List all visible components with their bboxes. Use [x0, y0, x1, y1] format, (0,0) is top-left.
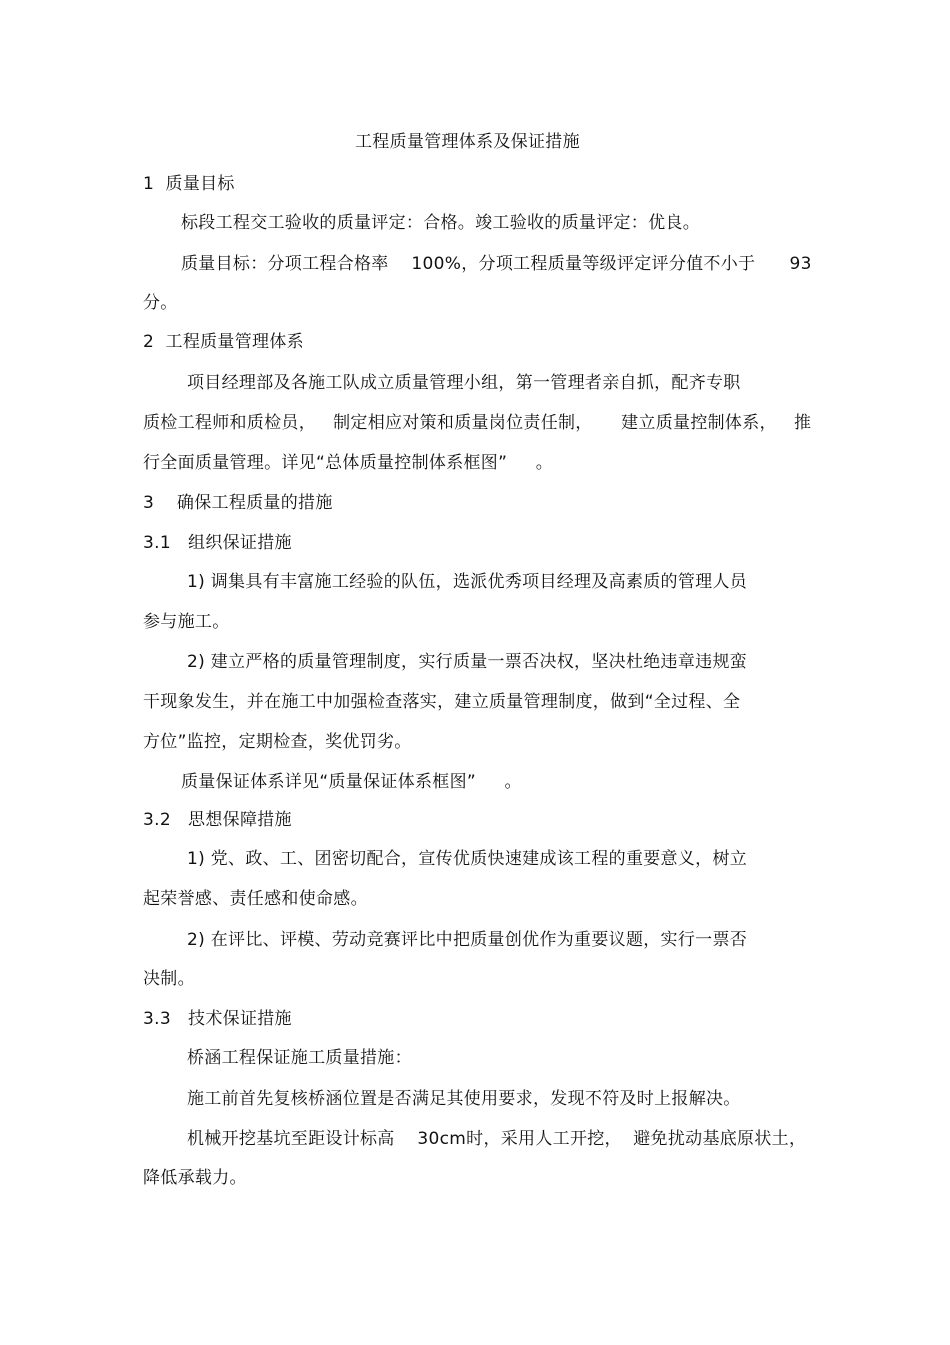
paragraph-line: 质量保证体系详见“质量保证体系框图” 。: [181, 772, 522, 792]
heading-3-1: 3.1 组织保证措施: [143, 533, 292, 553]
paragraph-line: 分。: [143, 293, 178, 313]
paragraph-line: 2) 建立严格的质量管理制度，实行质量一票否决权，坚决杜绝违章违规蛮: [187, 652, 748, 672]
heading-1: 1 质量目标: [143, 174, 235, 194]
paragraph-line: 决制。: [143, 969, 195, 989]
heading-3-3: 3.3 技术保证措施: [143, 1009, 292, 1029]
paragraph-line: 干现象发生，并在施工中加强检查落实，建立质量管理制度，做到“全过程、全: [143, 692, 741, 712]
paragraph-line: 标段工程交工验收的质量评定：合格。竣工验收的质量评定：优良。: [181, 213, 700, 233]
paragraph-line: 1) 党、政、工、团密切配合，宣传优质快速建成该工程的重要意义，树立: [187, 849, 748, 869]
paragraph-line: 桥涵工程保证施工质量措施：: [187, 1048, 412, 1068]
paragraph-line: 方位”监控，定期检查，奖优罚劣。: [143, 732, 412, 752]
heading-3-2: 3.2 思想保障措施: [143, 810, 292, 830]
paragraph-line: 行全面质量管理。详见“总体质量控制体系框图” 。: [143, 453, 554, 473]
document-title: 工程质量管理体系及保证措施: [355, 132, 580, 152]
paragraph-line: 1) 调集具有丰富施工经验的队伍，选派优秀项目经理及高素质的管理人员: [187, 572, 748, 592]
paragraph-line: 起荣誉感、责任感和使命感。: [143, 889, 368, 909]
paragraph-line: 质量目标：分项工程合格率 100%，分项工程质量等级评定评分值不小于 93: [181, 254, 812, 274]
paragraph-line: 参与施工。: [143, 612, 230, 632]
heading-3: 3 确保工程质量的措施: [143, 493, 333, 513]
paragraph-line: 机械开挖基坑至距设计标高 30cm时，采用人工开挖， 避免扰动基底原状土，: [187, 1129, 807, 1149]
paragraph-line: 质检工程师和质检员， 制定相应对策和质量岗位责任制， 建立质量控制体系， 推: [143, 413, 812, 433]
paragraph-line: 2) 在评比、评模、劳动竞赛评比中把质量创优作为重要议题，实行一票否: [187, 930, 748, 950]
paragraph-line: 施工前首先复核桥涵位置是否满足其使用要求，发现不符及时上报解决。: [187, 1089, 741, 1109]
paragraph-line: 降低承载力。: [143, 1168, 247, 1188]
paragraph-line: 项目经理部及各施工队成立质量管理小组，第一管理者亲自抓，配齐专职: [187, 373, 741, 393]
heading-2: 2 工程质量管理体系: [143, 332, 304, 352]
